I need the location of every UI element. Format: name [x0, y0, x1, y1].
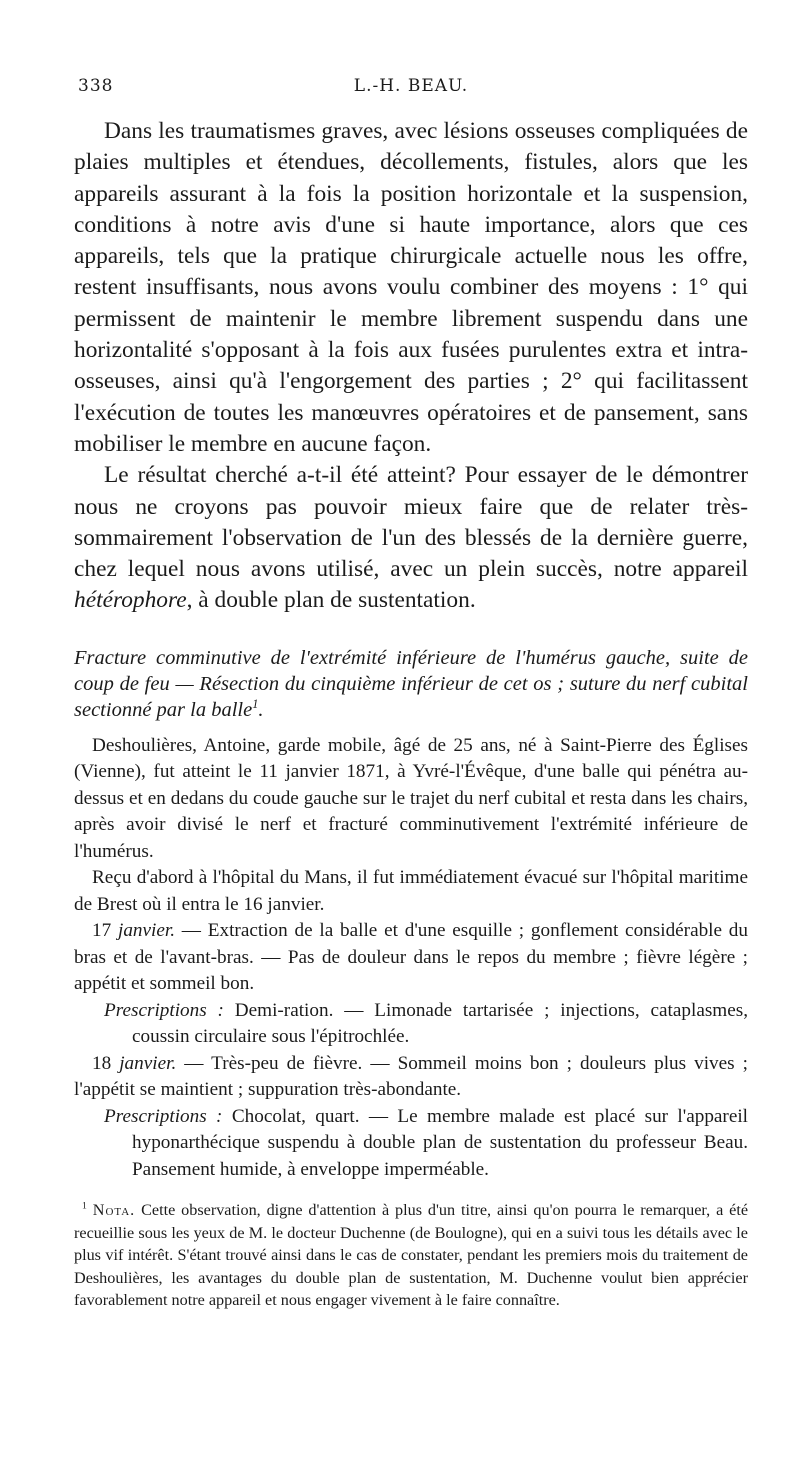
case-heading-end: . [258, 698, 264, 721]
prescriptions-18-january [104, 1104, 748, 1184]
prescriptions-text: Chocolat, quart. — Le membre malade est placé sur l'appareil hyponarthécique suspendu à double plan de sustentation du professeur Beau. Pansement humide, à enveloppe imperméable. [132, 1105, 748, 1180]
entry-date-month: janvier. [117, 920, 176, 942]
case-paragraph-2: Reçu d'abord à l'hôpital du Mans, il fut immédiatement évacué sur l'hôpital maritime de Brest où il entra le 16 janvier. [74, 867, 748, 915]
footnote-ref: 1 [252, 696, 259, 711]
prescriptions-17-january [104, 998, 748, 1051]
paragraph-2 [74, 460, 748, 616]
main-text [74, 116, 748, 617]
running-head [74, 76, 748, 106]
running-head-author: L.-H. BEAU. [353, 76, 469, 96]
page-number: 338 [78, 76, 114, 96]
prescriptions-label: Prescriptions : [104, 1105, 223, 1127]
footnote-text: Cette observation, digne d'attention à plus d'un titre, ainsi qu'on pourra le remarquer, a été recueillie sous les yeux de M. le docteur Duchenne (de Boulogne), qui en a suivi tous les détails avec le plus vif intérêt. S'étant trouvé ainsi dans le cas de constater, pendant les premiers mois du traitement de Deshoulières, les avantages du double plan de sustentation, M. Duchenne voulut bien apprécier favorablement notre appareil et nous engager vivement à le faire connaître. [74, 1201, 749, 1310]
paragraph-2-start: Le résultat cherché a-t-il été atteint? Pour essayer de le démontrer nous ne croyons pas pouvoir mieux faire que de relater très-sommairement l'observation de l'un des blessés de la dernière guerre, chez lequel nous avons utilisé, avec un plein succès, notre appareil [74, 462, 748, 583]
case-heading-text: Fracture comminutive de l'extrémité inférieure de l'humérus gauche, suite de coup de feu — Résection du cinquième inférieur de cet os ; suture du nerf cubital sectionné par la balle [74, 646, 748, 721]
paragraph-1: Dans les traumatismes graves, avec lésions osseuses compliquées de plaies multiples et étendues, décollements, fistules, alors que les appareils assurant à la fois la position horizontale et la suspension, conditions à notre avis d'une si haute importance, alors que ces appareils, tels que la pratique chirurgicale actuelle nous les offre, restent insuffisants, nous avons voulu combiner des moyens : 1° qui permissent de maintenir le membre librement suspendu dans une horizontalité s'opposant à la fois aux fusées purulentes extra et intra-osseuses, ainsi qu'à l'engorgement des parties ; 2° qui facilitassent l'exécution de toutes les manœuvres opératoires et de pansement, sans mobiliser le membre en aucune façon. [74, 118, 748, 457]
prescriptions-label: Prescriptions : [104, 999, 224, 1021]
entry-text: — Extraction de la balle et d'une esquille ; gonflement considérable du bras et de l'avant-bras. — Pas de douleur dans le repos du membre ; fièvre légère ; appétit et sommeil bon. [74, 920, 748, 995]
case-entry-17-january [74, 918, 748, 998]
case-paragraph-1: Deshoulières, Antoine, garde mobile, âgé de 25 ans, né à Saint-Pierre des Églises (Vienne), fut atteint le 11 janvier 1871, à Yvré-l'Évêque, d'une balle qui pénétra au-dessus et en dedans du coude gauche sur le trajet du nerf cubital et resta dans les chairs, après avoir divisé le nerf et fracturé comminutivement l'extrémité inférieure de l'humérus. [74, 734, 748, 862]
footnote-mark: 1 [82, 1200, 87, 1212]
entry-date-day: 17 [92, 920, 112, 942]
entry-text: — Très-peu de fièvre. — Sommeil moins bon ; douleurs plus vives ; l'appétit se maintient ; suppuration très-abondante. [74, 1052, 748, 1101]
paragraph-2-end: , à double plan de sustentation. [186, 587, 476, 614]
appliance-name: hétérophore [74, 587, 187, 614]
entry-date-month: janvier. [119, 1052, 177, 1074]
footnote [74, 1199, 748, 1312]
prescriptions-text: Demi-ration. — Limonade tartarisée ; injections, cataplasmes, coussin circulaire sous l'épitrochlée. [132, 999, 749, 1048]
case-report [74, 733, 748, 1184]
footnote-label: Nota. [92, 1201, 136, 1220]
case-entry-18-january [74, 1051, 748, 1104]
entry-date-day: 18 [92, 1052, 112, 1074]
case-heading [74, 645, 748, 723]
footnote-paragraph [74, 1199, 748, 1312]
